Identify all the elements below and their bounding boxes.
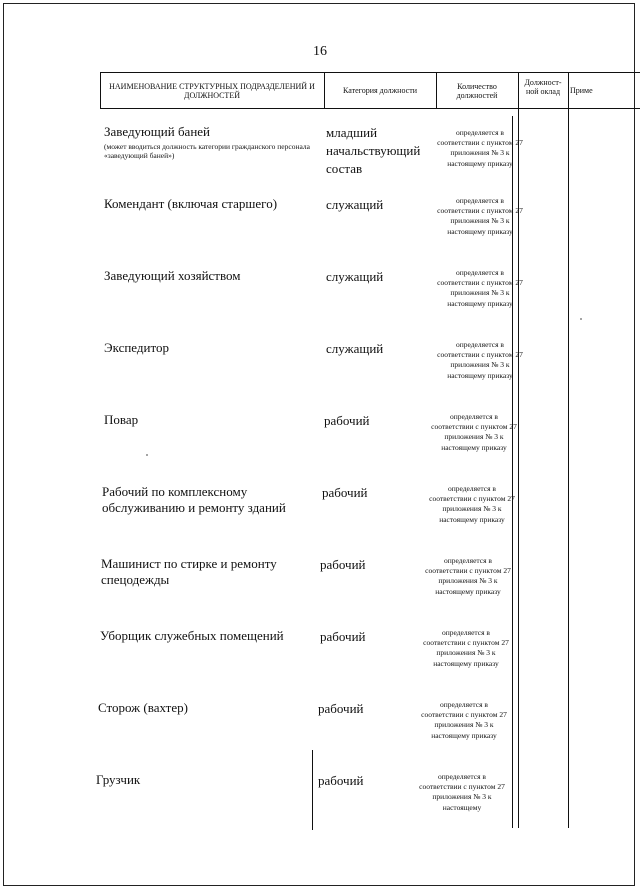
position-name: Заведующий хозяйством — [104, 268, 241, 283]
table-left-border — [100, 72, 101, 109]
position-name: Машинист по стирке и ремонту спецодежды — [101, 556, 277, 587]
position-category: служащий — [326, 269, 384, 284]
position-category: служащий — [326, 341, 384, 356]
position-category: рабочий — [318, 773, 364, 788]
position-name: Экспедитор — [104, 340, 169, 355]
position-note: (может вводиться должность категории гражданского персонала «заведующий баней») — [104, 142, 310, 160]
col-divider-quantity — [436, 72, 437, 109]
header-salary: Должност-ной оклад — [524, 78, 562, 96]
position-category: служащий — [326, 197, 384, 212]
position-name: Грузчик — [96, 772, 141, 787]
position-quantity: определяется в соответствии с пунктом 27 приложения № 3 к настоящему приказу — [437, 340, 523, 380]
position-name: Комендант (включая старшего) — [104, 196, 278, 211]
position-quantity: определяется в соответствии с пунктом 27 приложения № 3 к настоящему приказу — [431, 412, 517, 452]
position-category: младший начальствующий состав — [326, 125, 421, 176]
header-category: Категория должности — [343, 86, 417, 95]
position-category: рабочий — [320, 557, 366, 572]
header-note: Приме — [570, 86, 593, 95]
position-category: рабочий — [322, 485, 368, 500]
position-quantity: определяется в соответствии с пунктом 27 приложения № 3 к настоящему приказу — [437, 268, 523, 308]
scan-speck — [146, 454, 148, 456]
position-quantity: определяется в соответствии с пунктом 27 приложения № 3 к настоящему приказу — [423, 628, 509, 668]
position-quantity: определяется в соответствии с пунктом 27 приложения № 3 к настоящему — [419, 772, 505, 812]
table-header-bottom-border — [100, 108, 640, 109]
scan-speck — [580, 318, 582, 320]
position-name: Сторож (вахтер) — [98, 700, 188, 715]
position-quantity: определяется в соответствии с пунктом 27 приложения № 3 к настоящему приказу — [429, 484, 515, 524]
col-divider-note — [568, 72, 569, 828]
col-divider-category — [324, 72, 325, 109]
header-name: НАИМЕНОВАНИЕ СТРУКТУРНЫХ ПОДРАЗДЕЛЕНИЙ И ДОЛЖНОСТЕЙ — [109, 81, 315, 100]
position-category: рабочий — [318, 701, 364, 716]
header-quantity: Количество должностей — [456, 81, 498, 100]
position-quantity: определяется в соответствии с пунктом 27 приложения № 3 к настоящему приказу — [437, 196, 523, 236]
page-number: 16 — [313, 44, 327, 59]
table-top-border — [100, 72, 640, 73]
position-quantity: определяется в соответствии с пунктом 27 приложения № 3 к настоящему приказу — [425, 556, 511, 596]
col-name-left-line — [312, 750, 313, 830]
position-quantity: определяется в соответствии с пунктом 27 приложения № 3 к настоящему приказу — [437, 128, 523, 168]
position-name: Повар — [104, 412, 139, 427]
position-name: Рабочий по комплексному обслуживанию и ремонту зданий — [102, 484, 286, 515]
position-quantity: определяется в соответствии с пунктом 27 приложения № 3 к настоящему приказу — [421, 700, 507, 740]
position-category: рабочий — [324, 413, 370, 428]
col-divider-salary — [518, 72, 519, 828]
position-category: рабочий — [320, 629, 366, 644]
position-name: Уборщик служебных помещений — [100, 628, 284, 643]
position-name: Заведующий баней — [104, 124, 211, 139]
